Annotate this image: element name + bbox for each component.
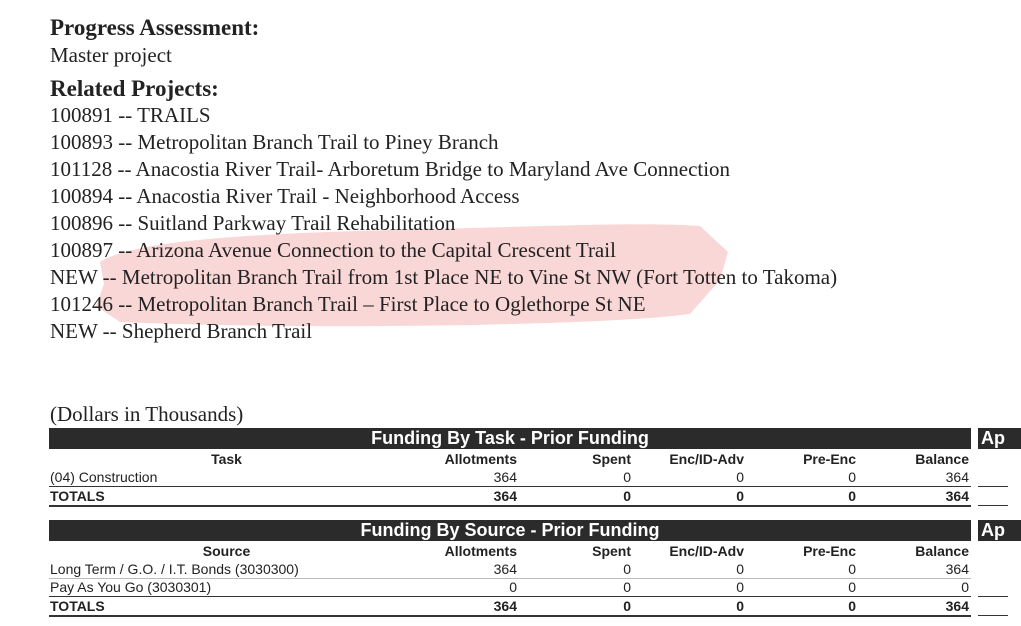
cell: 0 (509, 579, 517, 595)
column-header: Enc/ID-Adv (669, 543, 744, 559)
cell: 364 (945, 561, 969, 577)
table-row (49, 560, 971, 579)
table-edge-rule (978, 615, 1008, 616)
related-project-item: NEW -- Shepherd Branch Trail (50, 319, 313, 343)
column-header: Enc/ID-Adv (669, 451, 744, 467)
column-header: Pre-Enc (803, 451, 856, 467)
cell: 0 (736, 561, 744, 577)
units-note: (Dollars in Thousands) (50, 402, 244, 426)
cell: 0 (623, 488, 631, 504)
cell: TOTALS (50, 488, 105, 504)
related-project-item: 100896 -- Suitland Parkway Trail Rehabilitation (50, 211, 456, 235)
cell: 0 (848, 488, 856, 504)
source-table-title: Funding By Source - Prior Funding (49, 520, 971, 541)
column-header: Spent (592, 543, 631, 559)
table-row (49, 468, 971, 486)
source-table-side-title: Ap (978, 520, 1021, 541)
cell: 364 (493, 488, 517, 504)
cell: Pay As You Go (3030301) (50, 579, 212, 595)
cell: 0 (736, 488, 744, 504)
table-edge-rule (978, 596, 1008, 597)
totals-row (49, 596, 971, 617)
column-header: Pre-Enc (803, 543, 856, 559)
related-project-item: 101246 -- Metropolitan Branch Trail – First Place to Oglethorpe St NE (50, 292, 646, 316)
cell: 0 (623, 579, 631, 595)
related-heading: Related Projects: (50, 76, 219, 101)
task-table-side-title: Ap (978, 428, 1021, 449)
related-project-item: NEW -- Metropolitan Branch Trail from 1st Place NE to Vine St NW (Fort Totten to Takoma) (50, 265, 838, 289)
progress-value: Master project (50, 43, 172, 67)
column-header: Spent (592, 451, 631, 467)
source-table-header (49, 542, 971, 560)
table-row (49, 578, 971, 596)
column-header: Balance (915, 451, 969, 467)
cell: 364 (945, 488, 969, 504)
table-edge-rule (978, 486, 1008, 487)
cell: 0 (848, 598, 856, 614)
cell: 0 (623, 469, 631, 485)
related-project-item: 100893 -- Metropolitan Branch Trail to Piney Branch (50, 130, 499, 154)
related-project-item: 100891 -- TRAILS (50, 103, 211, 127)
cell: 0 (623, 561, 631, 577)
cell: 0 (848, 561, 856, 577)
cell: TOTALS (50, 598, 105, 614)
table-edge-rule (978, 505, 1008, 506)
cell: 364 (493, 598, 517, 614)
cell: 364 (493, 561, 517, 577)
cell: 0 (736, 469, 744, 485)
column-header: Balance (915, 543, 969, 559)
cell: (04) Construction (50, 469, 158, 485)
column-header: Task (211, 451, 242, 467)
cell: 0 (848, 579, 856, 595)
related-project-item: 101128 -- Anacostia River Trail- Arboretum Bridge to Maryland Ave Connection (50, 157, 731, 181)
cell: 0 (623, 598, 631, 614)
cell: 0 (736, 598, 744, 614)
task-table-title: Funding By Task - Prior Funding (49, 428, 971, 449)
cell: 0 (848, 469, 856, 485)
column-header: Source (202, 543, 251, 559)
related-project-item: 100894 -- Anacostia River Trail - Neighborhood Access (50, 184, 520, 208)
cell: 364 (493, 469, 517, 485)
cell: Long Term / G.O. / I.T. Bonds (3030300) (50, 561, 299, 577)
cell: 0 (736, 579, 744, 595)
related-project-item: 100897 -- Arizona Avenue Connection to the Capital Crescent Trail (50, 238, 616, 262)
cell: 0 (961, 579, 969, 595)
cell: 364 (945, 598, 969, 614)
totals-row (49, 486, 971, 507)
cell: 364 (945, 469, 969, 485)
column-header: Allotments (444, 451, 517, 467)
progress-heading: Progress Assessment: (50, 15, 260, 40)
column-header: Allotments (444, 543, 517, 559)
task-table-header (49, 450, 971, 468)
